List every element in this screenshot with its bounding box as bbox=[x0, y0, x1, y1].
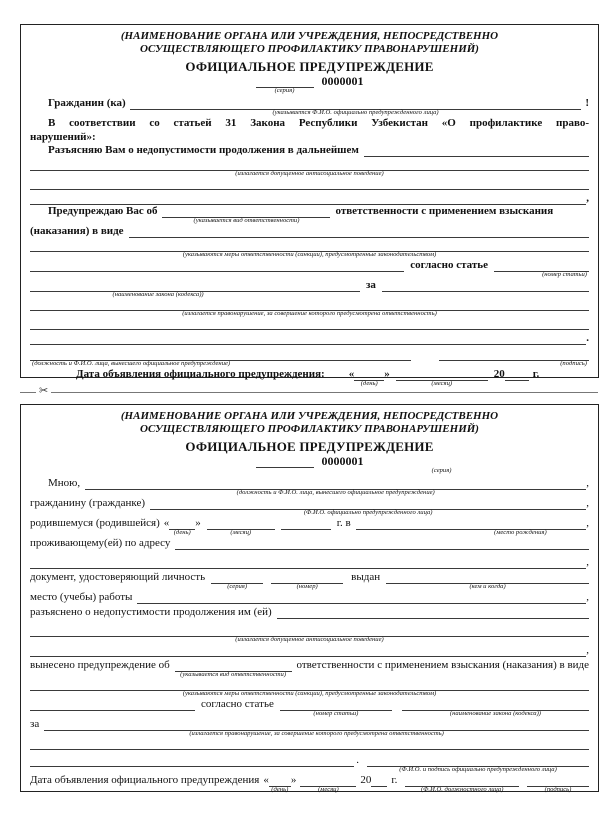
blank-line bbox=[30, 178, 589, 190]
year-suffix: г. bbox=[532, 368, 540, 380]
exclamation-mark: ! bbox=[585, 97, 589, 109]
blank-line bbox=[382, 280, 589, 292]
citizen-row bbox=[30, 497, 589, 516]
antisocial-line-row bbox=[30, 159, 589, 177]
issued-by-blank bbox=[386, 572, 589, 590]
caption-law-name: (наименование закона (кодекса)) bbox=[449, 710, 541, 717]
year-blank bbox=[505, 369, 529, 381]
blank-line bbox=[30, 738, 589, 750]
birthplace-blank bbox=[356, 518, 587, 536]
fill-row bbox=[30, 318, 589, 330]
blank-line bbox=[30, 333, 586, 345]
day-blank bbox=[354, 369, 384, 387]
caption-issued-by: (кем и когда) bbox=[469, 583, 506, 590]
law-name-row bbox=[30, 279, 589, 298]
caption-official-fio: (Ф.И.О. должностного лица) bbox=[420, 786, 504, 793]
date-label: Дата объявления официального предупреждения bbox=[30, 774, 260, 786]
caption-day: (день) bbox=[271, 786, 289, 793]
explained-label: разъяснено о недопустимости продолжения им (ей) bbox=[30, 606, 272, 618]
by-me-label: Мною, bbox=[48, 477, 81, 489]
work-row bbox=[30, 591, 589, 604]
citizen-name-blank bbox=[130, 98, 582, 116]
official-warning-form-top bbox=[20, 24, 599, 387]
caption-birthplace: (место рождения) bbox=[494, 529, 547, 536]
blank-line bbox=[30, 260, 404, 272]
born-label: родившемуся (родившейся) bbox=[30, 517, 160, 529]
according-label: согласно статье bbox=[201, 698, 274, 710]
za-label: за bbox=[366, 279, 376, 291]
caption-article-no: (номер статьи) bbox=[313, 710, 359, 717]
signature-blank bbox=[439, 349, 589, 367]
caption-resp-type: (указывается вид ответственности) bbox=[180, 671, 287, 678]
comma: , bbox=[586, 517, 589, 529]
article-number-blank bbox=[494, 260, 589, 278]
caption-resp-type: (указывается вид ответственности) bbox=[193, 217, 300, 224]
caption-official: (должность и Ф.И.О. лица, вынесшего официальное предупреждение) bbox=[32, 360, 231, 367]
caption-month: (месяц) bbox=[431, 380, 453, 387]
month-blank bbox=[300, 775, 356, 793]
za-label: за bbox=[30, 718, 40, 730]
serial-number: 0000001 bbox=[321, 454, 364, 468]
doc-number-blank bbox=[271, 572, 343, 590]
caption-official: (должность и Ф.И.О. лица, вынесшего официальное предупреждение) bbox=[236, 489, 435, 496]
caption-antisocial: (излагается допущенное антисоциальное поведение) bbox=[235, 636, 384, 643]
by-me-row bbox=[30, 477, 589, 496]
quote-open: « bbox=[263, 774, 269, 786]
blank-line bbox=[364, 145, 589, 157]
blank-line bbox=[30, 193, 586, 205]
official-name-blank bbox=[30, 349, 411, 367]
caption-law-name: (наименование закона (кодекса)) bbox=[112, 291, 204, 298]
quote-open: « bbox=[163, 517, 170, 529]
org-header-line1: (НАИМЕНОВАНИЕ ОРГАНА ИЛИ УЧРЕЖДЕНИЯ, НЕПОСРЕДСТВЕННО bbox=[120, 410, 499, 422]
blank-line bbox=[30, 318, 589, 330]
quote-open: « bbox=[348, 368, 355, 380]
caption-offense: (излагается правонарушение, за совершение которого предусмотрена ответственность) bbox=[182, 310, 437, 317]
caption-day: (день) bbox=[360, 380, 378, 387]
law-name-blank bbox=[402, 699, 589, 717]
article-number-blank bbox=[280, 699, 392, 717]
serial-row bbox=[30, 454, 589, 474]
issued-label: выдан bbox=[351, 571, 381, 583]
day-blank bbox=[269, 775, 291, 793]
blank-line bbox=[30, 679, 589, 697]
caption-citizen-fio: (Ф.И.О. официально предупрежденного лица) bbox=[303, 509, 433, 516]
according-article-row bbox=[30, 698, 589, 717]
responsibility-type-blank bbox=[175, 660, 292, 678]
date-row bbox=[30, 774, 589, 793]
warned-row bbox=[30, 659, 589, 678]
fill-row bbox=[30, 556, 589, 569]
law-paragraph-line2: нарушений»: bbox=[30, 130, 96, 143]
birth-row bbox=[30, 517, 589, 536]
official-fio-blank bbox=[405, 775, 519, 793]
citizen-row bbox=[30, 97, 589, 116]
blank-line bbox=[175, 538, 589, 550]
responsibility-type-blank bbox=[162, 206, 330, 224]
comma: , bbox=[586, 477, 589, 489]
address-row bbox=[30, 537, 589, 550]
according-label: согласно статье bbox=[410, 259, 488, 271]
law-name-blank bbox=[30, 280, 360, 298]
comma: , bbox=[586, 644, 589, 656]
year-blank bbox=[281, 518, 331, 530]
sanctions-line-row bbox=[30, 240, 589, 258]
period: . bbox=[356, 754, 359, 766]
quote-close: » bbox=[384, 368, 390, 380]
warn-label: Предупреждаю Вас об bbox=[48, 205, 158, 217]
blank-line bbox=[30, 240, 589, 258]
cut-line bbox=[20, 392, 598, 393]
warned-tail: ответственности с применением взыскания (наказания) в виде bbox=[296, 659, 589, 671]
caption-podpis: (подпись) bbox=[560, 360, 587, 367]
blank-line bbox=[277, 607, 589, 619]
caption-sanctions: (указываются меры ответственности (санкции), предусмотренные законодательством) bbox=[182, 690, 437, 697]
work-label: место (учебы) работы bbox=[30, 591, 133, 603]
offense-line-row bbox=[30, 299, 589, 317]
serial-row bbox=[30, 74, 589, 94]
blank-line bbox=[30, 299, 589, 317]
law-paragraph-line1: В соответствии со статьей 31 Закона Республики Узбекистан «О профилактике право- bbox=[48, 117, 589, 129]
born-gv-label: г. в bbox=[336, 517, 351, 529]
comma: , bbox=[586, 556, 589, 568]
year-blank bbox=[371, 775, 387, 787]
according-article-row bbox=[30, 259, 589, 278]
warned-signature-row bbox=[30, 754, 589, 773]
caption-sanctions: (указываются меры ответственности (санкции), предусмотренные законодательством) bbox=[182, 251, 437, 258]
year-prefix: 20 bbox=[360, 774, 372, 786]
org-header-line2: ОСУЩЕСТВЛЯЮЩЕГО ПРОФИЛАКТИКУ ПРАВОНАРУШЕНИЙ) bbox=[140, 43, 479, 55]
comma: , bbox=[586, 591, 589, 603]
fill-row bbox=[30, 644, 589, 657]
period: . bbox=[586, 332, 589, 344]
citizen-label: гражданину (гражданке) bbox=[30, 497, 146, 509]
caption-doc-number: (номер) bbox=[296, 583, 318, 590]
blank-line bbox=[30, 645, 586, 657]
citizen-label: Гражданин (ка) bbox=[48, 97, 126, 109]
blank-line bbox=[30, 755, 354, 767]
year-suffix: г. bbox=[391, 774, 398, 786]
doc-series-blank bbox=[211, 572, 263, 590]
blank-line bbox=[30, 159, 589, 177]
warned-sign-blank bbox=[367, 755, 589, 773]
warn-row bbox=[30, 205, 589, 224]
caption-seriya: (серия) bbox=[431, 467, 452, 474]
signature-blank bbox=[527, 775, 589, 793]
fill-row bbox=[30, 178, 589, 190]
caption-seriya: (серия) bbox=[274, 87, 295, 94]
blank-line bbox=[30, 625, 589, 643]
offense-blank bbox=[44, 719, 589, 737]
document-label: документ, удостоверяющий личность bbox=[30, 571, 206, 583]
date-row bbox=[30, 368, 589, 387]
caption-doc-seriya: (серия) bbox=[227, 583, 248, 590]
caption-offense: (излагается правонарушение, за совершение которого предусмотрена ответственность) bbox=[189, 730, 444, 737]
caption-citizen-fio: (указывается Ф.И.О. официально предупрежденного лица) bbox=[272, 109, 439, 116]
explain-label: Разъясняю Вам о недопустимости продолжения в дальнейшем bbox=[48, 144, 359, 156]
year-prefix: 20 bbox=[493, 368, 505, 380]
address-label: проживающему(ей) по адресу bbox=[30, 537, 171, 549]
form-title: ОФИЦИАЛЬНОЕ ПРЕДУПРЕЖДЕНИЕ bbox=[185, 59, 434, 74]
document-row bbox=[30, 571, 589, 590]
caption-month: (месяц) bbox=[230, 529, 252, 536]
month-blank bbox=[396, 369, 488, 387]
quote-close: » bbox=[195, 517, 201, 529]
comma: , bbox=[586, 192, 589, 204]
blank-line bbox=[129, 226, 589, 238]
serial-number: 0000001 bbox=[321, 74, 364, 88]
caption-warned-sign: (Ф.И.О. и подпись официально предупрежденного лица) bbox=[399, 766, 557, 773]
caption-antisocial: (излагается допущенное антисоциальное поведение) bbox=[235, 170, 384, 177]
month-blank bbox=[207, 518, 275, 536]
blank-line bbox=[30, 557, 586, 569]
fill-row bbox=[30, 192, 589, 205]
org-header-line1: (НАИМЕНОВАНИЕ ОРГАНА ИЛИ УЧРЕЖДЕНИЯ, НЕПОСРЕДСТВЕННО bbox=[120, 30, 499, 42]
serial-blank-line bbox=[256, 76, 314, 94]
scissors-cut-icon: ✂ bbox=[36, 384, 51, 397]
caption-podpis: (подпись) bbox=[544, 786, 572, 793]
caption-article-no: (номер статьи) bbox=[542, 271, 587, 278]
org-header-line2: ОСУЩЕСТВЛЯЮЩЕГО ПРОФИЛАКТИКУ ПРАВОНАРУШЕНИЙ) bbox=[140, 423, 479, 435]
antisocial-line-row bbox=[30, 625, 589, 643]
penalty-row bbox=[30, 225, 589, 238]
signature-row bbox=[30, 349, 589, 367]
form-title: ОФИЦИАЛЬНОЕ ПРЕДУПРЕЖДЕНИЕ bbox=[185, 439, 434, 454]
date-label: Дата объявления официального предупреждения: bbox=[76, 368, 325, 380]
explain-row bbox=[30, 144, 589, 157]
comma: , bbox=[586, 497, 589, 509]
sanctions-line-row bbox=[30, 679, 589, 697]
caption-month: (месяц) bbox=[317, 786, 339, 793]
blank-line bbox=[137, 592, 586, 604]
citizen-name-blank bbox=[150, 498, 586, 516]
za-row bbox=[30, 718, 589, 737]
explained-row bbox=[30, 606, 589, 619]
fill-row bbox=[30, 738, 589, 750]
blank-line bbox=[30, 699, 195, 711]
warn-tail: ответственности с применением взыскания bbox=[335, 205, 554, 217]
fill-row bbox=[30, 332, 589, 345]
quote-close: » bbox=[290, 774, 297, 786]
official-name-blank bbox=[85, 478, 586, 496]
caption-day: (день) bbox=[173, 529, 191, 536]
warned-label: вынесено предупреждение об bbox=[30, 659, 170, 671]
penalty-label: (наказания) в виде bbox=[30, 225, 124, 237]
official-warning-form-bottom bbox=[20, 404, 599, 792]
day-blank bbox=[169, 518, 195, 536]
